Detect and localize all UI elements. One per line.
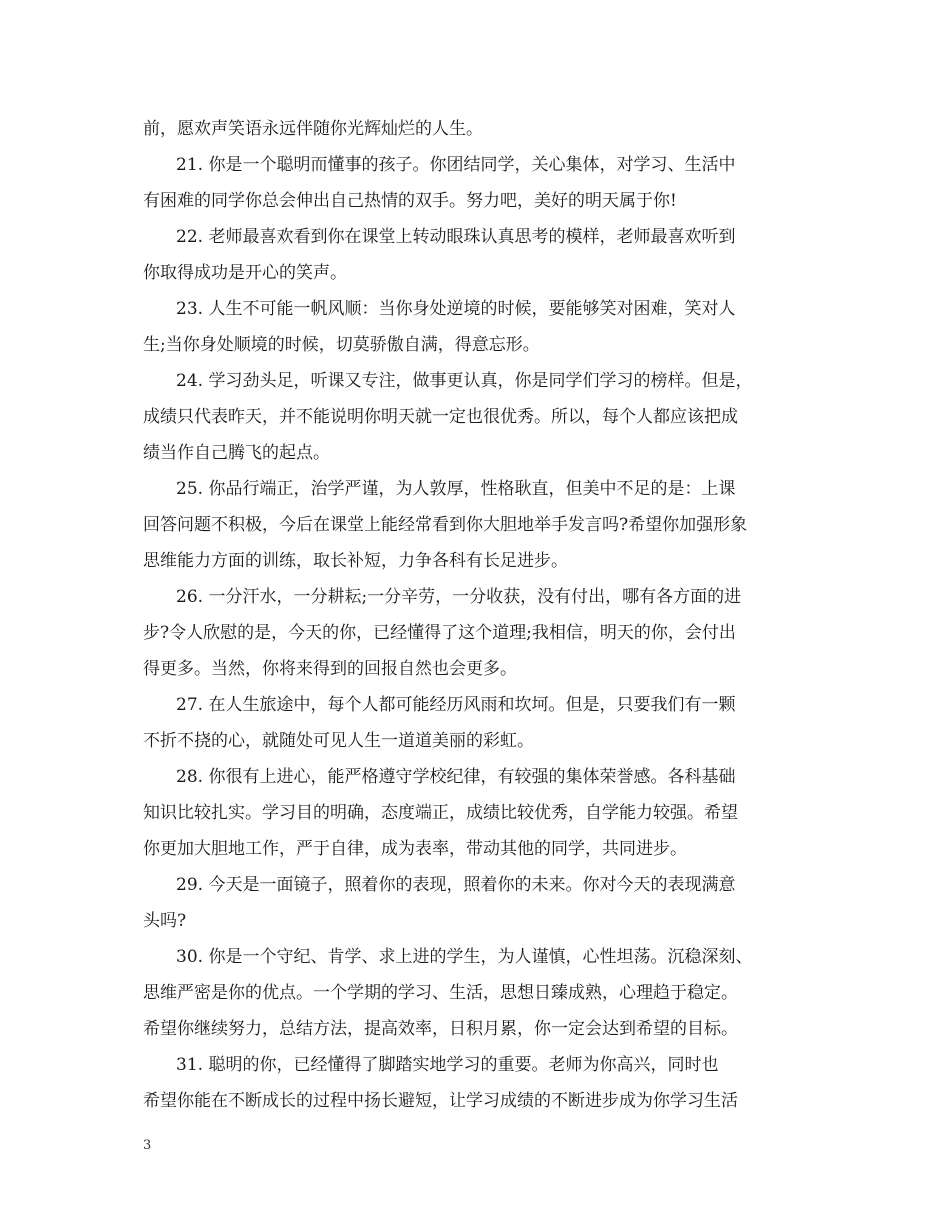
text-line: 24. 学习劲头足，听课又专注，做事更认真，你是同学们学习的榜样。但是， bbox=[176, 371, 753, 391]
text-line: 25. 你品行端正，治学严谨，为人敦厚，性格耿直，但美中不足的是：上课 bbox=[176, 479, 736, 499]
text-line: 步?令人欣慰的是，今天的你，已经懂得了这个道理;我相信，明天的你，会付出 bbox=[143, 623, 736, 643]
text-line: 31. 聪明的你，已经懂得了脚踏实地学习的重要。老师为你高兴，同时也 bbox=[176, 1055, 719, 1075]
text-line: 不折不挠的心，就随处可见人生一道道美丽的彩虹。 bbox=[143, 731, 534, 751]
text-line: 23. 人生不可能一帆风顺：当你身处逆境的时候，要能够笑对困难，笑对人 bbox=[176, 299, 736, 319]
text-line: 希望你继续努力，总结方法，提高效率，日积月累，你一定会达到希望的目标。 bbox=[143, 1019, 738, 1039]
page-number: 3 bbox=[143, 1138, 152, 1153]
text-line: 知识比较扎实。学习目的明确，态度端正，成绩比较优秀，自学能力较强。希望 bbox=[143, 803, 738, 823]
text-line: 前，愿欢声笑语永远伴随你光辉灿烂的人生。 bbox=[143, 119, 483, 139]
text-line: 希望你能在不断成长的过程中扬长避短，让学习成绩的不断进步成为你学习生活 bbox=[143, 1091, 738, 1111]
text-line: 26. 一分汗水，一分耕耘;一分辛劳，一分收获，没有付出，哪有各方面的进 bbox=[176, 587, 742, 607]
text-line: 绩当作自己腾飞的起点。 bbox=[143, 443, 330, 463]
text-line: 21. 你是一个聪明而懂事的孩子。你团结同学，关心集体，对学习、生活中 bbox=[176, 155, 736, 175]
text-line: 28. 你很有上进心，能严格遵守学校纪律，有较强的集体荣誉感。各科基础 bbox=[176, 767, 736, 787]
text-line: 你更加大胆地工作，严于自律，成为表率，带动其他的同学，共同进步。 bbox=[143, 839, 687, 859]
text-line: 29. 今天是一面镜子，照着你的表现，照着你的未来。你对今天的表现满意 bbox=[176, 875, 736, 895]
text-line: 27. 在人生旅途中，每个人都可能经历风雨和坎坷。但是，只要我们有一颗 bbox=[176, 695, 736, 715]
text-line: 有困难的同学你总会伸出自己热情的双手。努力吧，美好的明天属于你! bbox=[143, 191, 677, 211]
text-line: 头吗? bbox=[143, 911, 187, 931]
text-line: 回答问题不积极，今后在课堂上能经常看到你大胆地举手发言吗?希望你加强形象 bbox=[143, 515, 748, 535]
text-line: 生;当你身处顺境的时候，切莫骄傲自满，得意忘形。 bbox=[143, 335, 540, 355]
text-line: 思维能力方面的训练，取长补短，力争各科有长足进步。 bbox=[143, 551, 568, 571]
text-line: 30. 你是一个守纪、肯学、求上进的学生，为人谨慎，心性坦荡。沉稳深刻、 bbox=[176, 947, 753, 967]
text-line: 22. 老师最喜欢看到你在课堂上转动眼珠认真思考的模样，老师最喜欢听到 bbox=[176, 227, 736, 247]
text-line: 你取得成功是开心的笑声。 bbox=[143, 263, 347, 283]
text-line: 成绩只代表昨天，并不能说明你明天就一定也很优秀。所以，每个人都应该把成 bbox=[143, 407, 738, 427]
text-line: 得更多。当然，你将来得到的回报自然也会更多。 bbox=[143, 659, 517, 679]
text-line: 思维严密是你的优点。一个学期的学习、生活，思想日臻成熟，心理趋于稳定。 bbox=[143, 983, 738, 1003]
